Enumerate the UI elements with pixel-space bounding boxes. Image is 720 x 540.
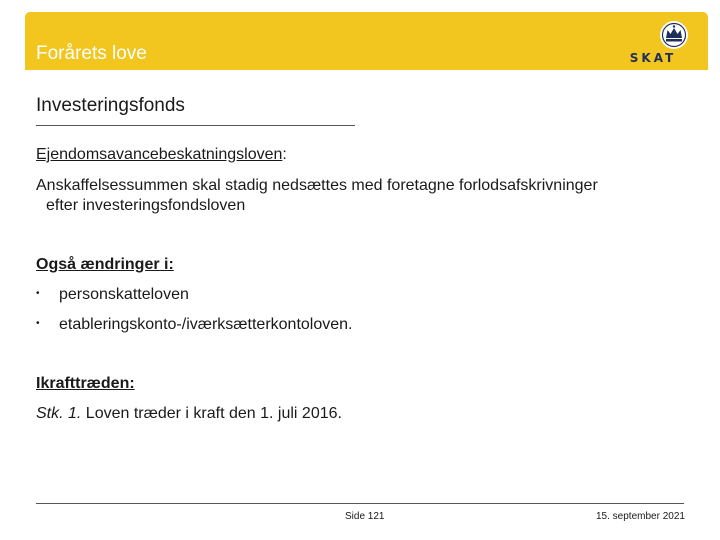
law-colon: :: [282, 146, 287, 163]
page-number: Side 121: [345, 511, 385, 522]
law-name: Ejendomsavancebeskatningsloven: [36, 146, 283, 163]
slide-title: Investeringsfonds: [36, 95, 185, 116]
bullet-marker: •: [36, 318, 40, 329]
bullet-text: personskatteloven: [59, 286, 189, 303]
bullet-marker: •: [36, 288, 40, 299]
logo-text: SKAT: [629, 51, 677, 65]
crown-emblem-icon: [618, 18, 688, 52]
deck-title: Forårets love: [36, 43, 147, 64]
law-reference: [36, 146, 287, 164]
title-divider: [36, 125, 355, 126]
paragraph-line-1: Anskaffelsessummen skal stadig nedsættes med foretagne forlodsafskrivninger: [36, 177, 598, 194]
body-paragraph: [36, 176, 696, 216]
stk-label: Stk. 1.: [36, 405, 82, 422]
effective-statement: [36, 405, 342, 423]
paragraph-line-2: efter investeringsfondsloven: [46, 197, 246, 214]
effective-heading: Ikrafttræden:: [36, 375, 135, 392]
footer-date: 15. september 2021: [596, 511, 685, 522]
footer-divider: [36, 503, 684, 504]
effective-text: Loven træder i kraft den 1. juli 2016.: [81, 405, 342, 422]
bullet-text: etableringskonto-/iværksætterkontoloven.: [59, 316, 353, 333]
also-changes-heading: Også ændringer i:: [36, 256, 174, 273]
skat-logo: [618, 18, 688, 66]
